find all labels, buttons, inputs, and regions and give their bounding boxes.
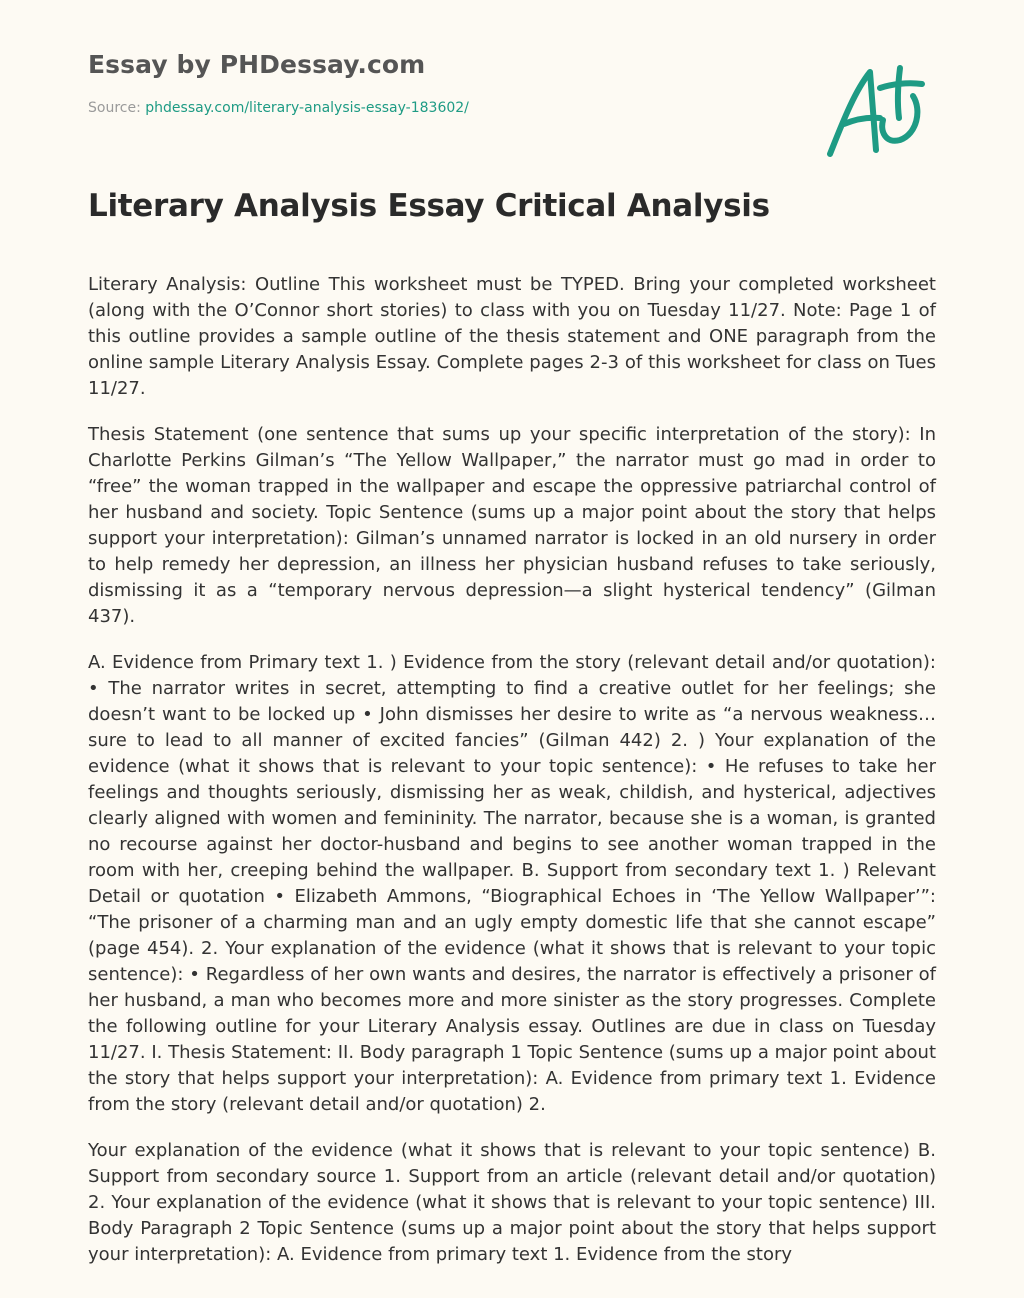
essay-paragraph: Thesis Statement (one sentence that sums up your specific interpretation of the story): In Charlotte Perkins Gilman’s “The Yellow Wallpaper,” the narrator must go mad in order to “free” the woman trapped in the wallpaper and escape the oppressive patriarchal control of her husband and society. Topic Sentence (sums up a major point about the story that helps support your interpretation): Gilman’s unnamed narrator is locked in an old nursery in order to help remedy her depression, an illness her physician husband refuses to take seriously, dismissing it as a “temporary nervous depression—a slight hysterical tendency” (Gilman 437). xyxy=(88,424,936,627)
a-plus-logo-icon xyxy=(820,62,930,162)
essay-paragraph: Your explanation of the evidence (what it shows that is relevant to your topic sentence) B. Support from secondary source 1. Support from an article (relevant detail and/or quotation) 2. Your explanation of the evidence (what it shows that is relevant to your topic sentence) III. Body Paragraph 2 Topic Sentence (sums up a major point about the story that helps support your interpretation): A. Evidence from primary text 1. Evidence from the story xyxy=(88,1140,936,1265)
essay-title: Literary Analysis Essay Critical Analysis xyxy=(88,188,770,224)
essay-paragraph: Literary Analysis: Outline This worksheet must be TYPED. Bring your completed worksheet (along with the O’Connor short stories) to class with you on Tuesday 11/27. Note: Page 1 of this outline provides a sample outline of the thesis statement and ONE paragraph from the online sample Literary Analysis Essay. Complete pages 2-3 of this worksheet for class on Tues 11/27. xyxy=(88,274,936,399)
essay-body xyxy=(88,272,936,1265)
site-title: Essay by PHDessay.com xyxy=(88,50,426,79)
source-label: Source: xyxy=(88,100,146,116)
source-line xyxy=(88,100,469,116)
essay-paragraph: A. Evidence from Primary text 1. ) Evidence from the story (relevant detail and/or quotation): • The narrator writes in secret, attempting to find a creative outlet for her feelings; she doesn’t want to be locked up • John dismisses her desire to write as “a nervous weakness… sure to lead to all manner of excited fancies” (Gilman 442) 2. ) Your explanation of the evidence (what it shows that is relevant to your topic sentence): • He refuses to take her feelings and thoughts seriously, dismissing her as weak, childish, and hysterical, adjectives clearly aligned with women and femininity. The narrator, because she is a woman, is granted no recourse against her doctor-husband and begins to see another woman trapped in the room with her, creeping behind the wallpaper. B. Support from secondary text 1. ) Relevant Detail or quotation • Elizabeth Ammons, “Biographical Echoes in ‘The Yellow Wallpaper’”: “The prisoner of a charming man and an ugly empty domestic life that she cannot escape” (page 454). 2. Your explanation of the evidence (what it shows that is relevant to your topic sentence): • Regardless of her own wants and desires, the narrator is effectively a prisoner of her husband, a man who becomes more and more sinister as the story progresses. Complete the following outline for your Literary Analysis essay. Outlines are due in class on Tuesday 11/27. I. Thesis Statement: II. Body paragraph 1 Topic Sentence (sums up a major point about the story that helps support your interpretation): A. Evidence from primary text 1. Evidence from the story (relevant detail and/or quotation) 2. xyxy=(88,652,936,1115)
source-link[interactable]: phdessay.com/literary-analysis-essay-183602/ xyxy=(145,100,469,116)
